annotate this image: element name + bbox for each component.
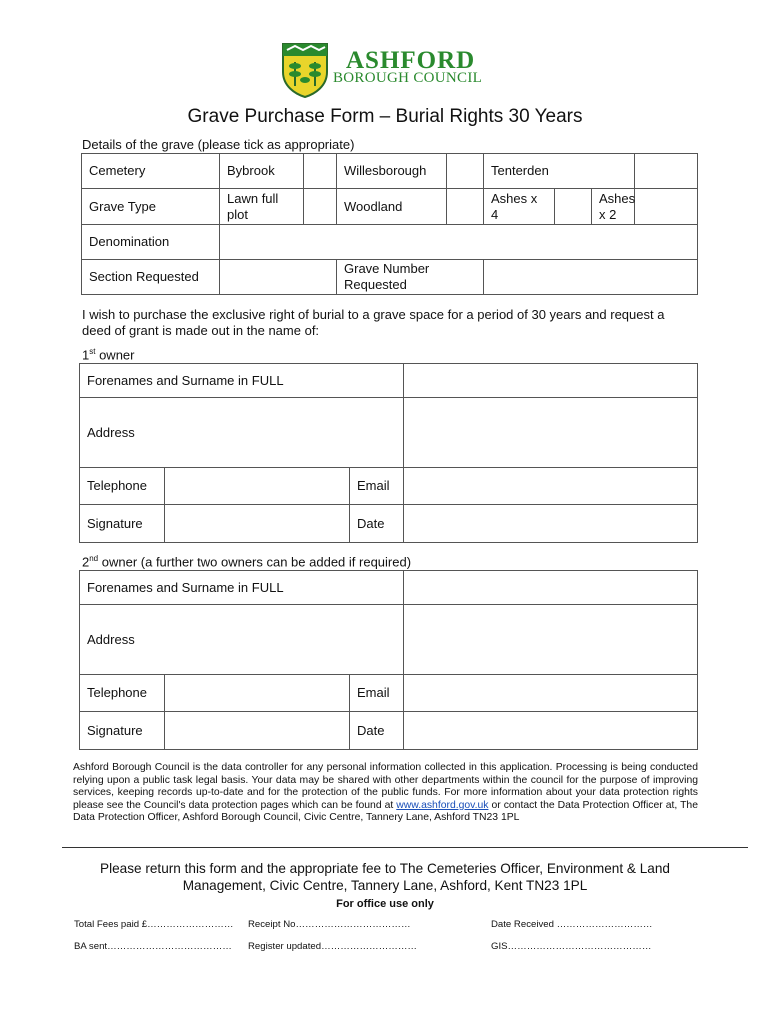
owner2-address-label: Address xyxy=(80,605,404,675)
owner1-heading: 1st owner xyxy=(82,347,135,363)
owner2-telephone-label: Telephone xyxy=(80,675,165,712)
ba-sent-line: BA sent………………………………… xyxy=(74,941,232,952)
receipt-line: Receipt No……………………………… xyxy=(248,919,411,930)
return-instructions: Please return this form and the appropriate fee to The Cemeteries Officer, Environment & Land Management, Civic Centre, Tannery Lane, Ashford, Kent TN23 1PL xyxy=(100,861,670,893)
owner2-email-label: Email xyxy=(350,675,404,712)
gis-line: GIS……………………………………… xyxy=(491,941,652,952)
denomination-field[interactable] xyxy=(220,225,698,260)
owner1-signature-field[interactable] xyxy=(165,505,350,543)
office-use-heading: For office use only xyxy=(336,898,434,910)
owner2-signature-field[interactable] xyxy=(165,712,350,750)
grave-number-label: Grave Number Requested xyxy=(337,260,484,295)
owner1-table xyxy=(79,363,698,543)
cemetery-option-bybrook: Bybrook xyxy=(220,154,304,189)
owner1-date-label: Date xyxy=(350,505,404,543)
page-title: Grave Purchase Form – Burial Rights 30 Years xyxy=(187,106,583,127)
shield-crest-icon xyxy=(281,42,329,98)
tick-box-willesborough[interactable] xyxy=(447,154,484,189)
divider xyxy=(62,847,748,848)
cemetery-option-willesborough: Willesborough xyxy=(337,154,447,189)
grave-type-label: Grave Type xyxy=(82,189,220,225)
owner2-date-label: Date xyxy=(350,712,404,750)
section-requested-label: Section Requested xyxy=(82,260,220,295)
org-name: ASHFORD xyxy=(346,47,476,74)
privacy-notice: Ashford Borough Council is the data controller for any personal information collected in this application. Processing is being conducted relying upon a public task legal basis. Your data may be shared with other departments within the council for the purpose of improving services, keeping records up-to-date and for the protection of the public funds. For more information about your data protection rights please see the Council's data protection pages which can be found at www.ashford.gov.uk or contact the Data Protection Officer at, The Data Protection Officer, Ashford Borough Council, Civic Centre, Tannery Lane, Ashford TN23 1PL xyxy=(73,762,698,824)
owner1-email-field[interactable] xyxy=(404,468,698,505)
owner2-table xyxy=(79,570,698,750)
owner1-names-field[interactable] xyxy=(404,364,698,398)
tick-box-woodland[interactable] xyxy=(447,189,484,225)
owner2-date-field[interactable] xyxy=(404,712,698,750)
owner2-telephone-field[interactable] xyxy=(165,675,350,712)
owner1-telephone-field[interactable] xyxy=(165,468,350,505)
cemetery-label: Cemetery xyxy=(82,154,220,189)
owner2-names-label: Forenames and Surname in FULL xyxy=(80,571,404,605)
owner1-names-label: Forenames and Surname in FULL xyxy=(80,364,404,398)
denomination-label: Denomination xyxy=(82,225,220,260)
grave-type-option-lawn: Lawn full plot xyxy=(220,189,304,225)
grave-type-option-ashes-4: Ashes x 4 xyxy=(484,189,555,225)
grave-type-option-woodland: Woodland xyxy=(337,189,447,225)
owner2-address-field[interactable] xyxy=(404,605,698,675)
grave-details-heading: Details of the grave (please tick as appropriate) xyxy=(82,137,355,152)
owner2-signature-label: Signature xyxy=(80,712,165,750)
date-received-line: Date Received ………………………… xyxy=(491,919,653,930)
register-updated-line: Register updated………………………… xyxy=(248,941,418,952)
owner1-address-field[interactable] xyxy=(404,398,698,468)
tick-box-lawn[interactable] xyxy=(304,189,337,225)
declaration-text: I wish to purchase the exclusive right of burial to a grave space for a period of 30 years and request a deed of grant is made out in the name of: xyxy=(82,307,665,338)
section-requested-field[interactable] xyxy=(220,260,337,295)
tick-box-ashes-4[interactable] xyxy=(555,189,592,225)
grave-number-field[interactable] xyxy=(484,260,698,295)
grave-details-table xyxy=(81,153,698,295)
tick-box-bybrook[interactable] xyxy=(304,154,337,189)
owner2-names-field[interactable] xyxy=(404,571,698,605)
owner1-address-label: Address xyxy=(80,398,404,468)
grave-type-option-ashes-2: Ashes x 2 xyxy=(592,189,635,225)
council-website-link[interactable]: www.ashford.gov.uk xyxy=(396,799,489,811)
tick-box-tenterden[interactable] xyxy=(635,154,698,189)
owner1-email-label: Email xyxy=(350,468,404,505)
tick-box-ashes-2[interactable] xyxy=(635,189,698,225)
owner2-heading: 2nd owner (a further two owners can be added if required) xyxy=(82,554,412,570)
owner1-telephone-label: Telephone xyxy=(80,468,165,505)
owner2-email-field[interactable] xyxy=(404,675,698,712)
owner1-signature-label: Signature xyxy=(80,505,165,543)
org-subtitle: BOROUGH COUNCIL xyxy=(333,70,483,86)
owner1-date-field[interactable] xyxy=(404,505,698,543)
total-fees-line: Total Fees paid £……………………… xyxy=(74,919,234,930)
cemetery-option-tenterden: Tenterden xyxy=(484,154,635,189)
